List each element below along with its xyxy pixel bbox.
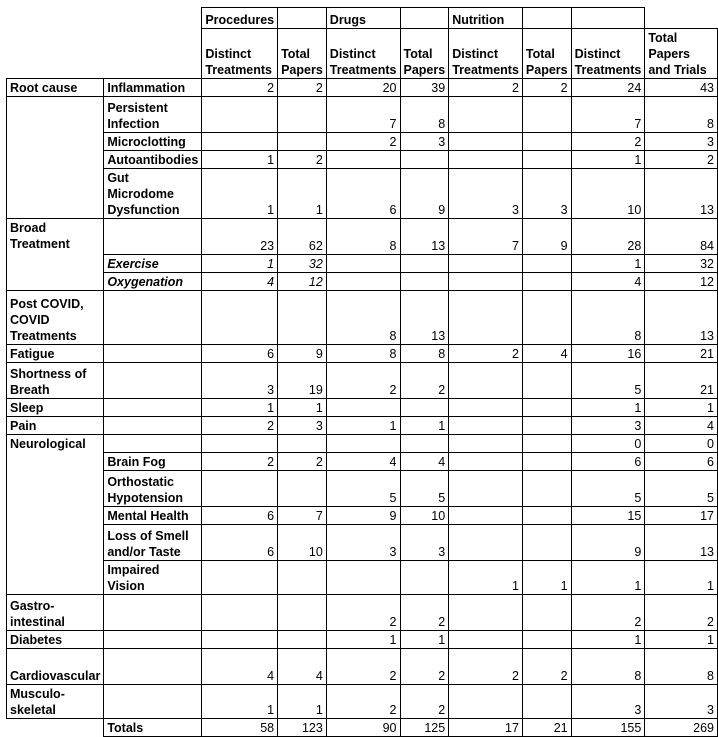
value-cell [522,435,571,453]
value-cell: 5 [645,471,718,507]
value-cell: 1 [278,399,327,417]
value-cell [326,435,400,453]
value-cell: 1 [202,169,278,219]
blank-header-cell [400,8,449,29]
value-cell [202,595,278,631]
category-cell: Gastro- intestinal [7,595,104,631]
category-cell: Post COVID, COVID Treatments [7,291,104,345]
blank-header-cell [522,8,571,29]
blank-cell [645,8,718,29]
value-cell: 2 [326,363,400,399]
value-cell: 1 [202,255,278,273]
value-cell [449,685,523,719]
value-cell [522,595,571,631]
subcategory-cell: Oxygenation [104,273,202,291]
value-cell [449,363,523,399]
subcategory-cell: Exercise [104,255,202,273]
value-cell: 13 [645,525,718,561]
subcategory-cell: Mental Health [104,507,202,525]
value-cell [278,97,327,133]
value-cell: 21 [522,719,571,737]
value-cell [449,97,523,133]
value-cell [326,151,400,169]
value-cell: 4 [202,273,278,291]
value-cell: 9 [326,507,400,525]
value-cell: 2 [400,363,449,399]
value-cell [326,561,400,595]
value-cell: 10 [400,507,449,525]
value-cell [202,133,278,151]
value-cell: 16 [571,345,645,363]
value-cell: 2 [449,79,523,97]
value-cell [400,273,449,291]
value-cell: 4 [571,273,645,291]
value-cell [522,151,571,169]
value-cell: 3 [400,133,449,151]
value-cell [522,363,571,399]
value-cell: 28 [571,219,645,255]
value-cell [400,561,449,595]
value-cell: 6 [202,345,278,363]
value-cell: 19 [278,363,327,399]
value-cell [449,453,523,471]
value-cell: 6 [645,453,718,471]
value-cell [449,399,523,417]
value-cell: 8 [571,649,645,685]
value-cell: 1 [645,399,718,417]
value-cell: 39 [400,79,449,97]
value-cell: 13 [400,291,449,345]
value-cell [522,631,571,649]
value-cell: 13 [645,169,718,219]
subcategory-cell: Loss of Smell and/or Taste [104,525,202,561]
value-cell: 0 [645,435,718,453]
subcategory-cell: Autoantibodies [104,151,202,169]
value-cell [400,151,449,169]
value-cell: 2 [571,595,645,631]
subcategory-cell [104,685,202,719]
value-cell: 7 [571,97,645,133]
value-cell: 13 [645,291,718,345]
value-cell [278,631,327,649]
value-cell: 1 [571,151,645,169]
value-cell [522,685,571,719]
value-cell: 1 [202,151,278,169]
value-cell: 9 [278,345,327,363]
value-cell: 3 [571,417,645,435]
value-cell: 32 [278,255,327,273]
value-cell: 2 [449,345,523,363]
value-cell [400,399,449,417]
value-cell: 23 [202,219,278,255]
column-header: Total Papers [522,29,571,79]
category-cell: Diabetes [7,631,104,649]
value-cell [400,255,449,273]
category-cell: Root cause [7,79,104,97]
value-cell [400,435,449,453]
value-cell: 12 [278,273,327,291]
value-cell [326,255,400,273]
value-cell: 2 [202,79,278,97]
subcategory-cell: Gut Microdome Dysfunction [104,169,202,219]
value-cell [449,133,523,151]
value-cell: 2 [326,649,400,685]
value-cell: 8 [400,97,449,133]
value-cell [278,291,327,345]
value-cell: 2 [571,133,645,151]
value-cell: 84 [645,219,718,255]
value-cell: 24 [571,79,645,97]
value-cell: 2 [522,649,571,685]
value-cell: 8 [400,345,449,363]
value-cell: 8 [326,219,400,255]
value-cell: 1 [278,685,327,719]
value-cell: 3 [571,685,645,719]
category-cell: Pain [7,417,104,435]
value-cell [449,255,523,273]
value-cell: 43 [645,79,718,97]
value-cell: 4 [400,453,449,471]
category-cell: Musculo- skeletal [7,685,104,719]
value-cell: 5 [400,471,449,507]
column-header: Total Papers [278,29,327,79]
subcategory-cell [104,345,202,363]
value-cell: 21 [645,345,718,363]
value-cell: 1 [449,561,523,595]
value-cell: 3 [449,169,523,219]
value-cell: 125 [400,719,449,737]
value-cell [202,291,278,345]
value-cell: 1 [645,561,718,595]
value-cell: 9 [400,169,449,219]
blank-cell [104,8,202,29]
value-cell [522,453,571,471]
value-cell [449,595,523,631]
value-cell [202,435,278,453]
value-cell: 17 [645,507,718,525]
value-cell: 2 [645,595,718,631]
category-cell: Fatigue [7,345,104,363]
value-cell: 5 [571,363,645,399]
value-cell [449,525,523,561]
value-cell: 1 [645,631,718,649]
value-cell: 2 [400,595,449,631]
subcategory-cell [104,417,202,435]
column-header: Distinct Treatments [202,29,278,79]
value-cell [522,417,571,435]
value-cell: 1 [522,561,571,595]
value-cell: 3 [645,133,718,151]
value-cell: 2 [278,151,327,169]
value-cell: 1 [202,685,278,719]
value-cell: 2 [645,151,718,169]
subcategory-cell: Orthostatic Hypotension [104,471,202,507]
value-cell [278,561,327,595]
value-cell: 13 [400,219,449,255]
value-cell: 1 [571,561,645,595]
value-cell: 5 [571,471,645,507]
subcategory-cell [104,399,202,417]
value-cell [522,291,571,345]
value-cell: 8 [326,345,400,363]
value-cell: 2 [278,79,327,97]
value-cell: 4 [326,453,400,471]
value-cell [278,471,327,507]
value-cell: 62 [278,219,327,255]
value-cell [522,471,571,507]
category-cell: Sleep [7,399,104,417]
value-cell: 1 [571,255,645,273]
value-cell: 6 [571,453,645,471]
blank-header-cell [278,8,327,29]
value-cell: 20 [326,79,400,97]
value-cell [278,133,327,151]
value-cell: 8 [645,97,718,133]
subcategory-cell [104,631,202,649]
totals-label: Totals [104,719,202,737]
value-cell [202,471,278,507]
value-cell [522,97,571,133]
value-cell: 4 [202,649,278,685]
column-header: Distinct Treatments [326,29,400,79]
value-cell [449,471,523,507]
value-cell [522,255,571,273]
value-cell: 7 [278,507,327,525]
subcategory-cell [104,595,202,631]
value-cell: 7 [449,219,523,255]
value-cell: 10 [278,525,327,561]
column-header: Total Papers and Trials [645,29,718,79]
value-cell: 4 [645,417,718,435]
value-cell: 2 [326,595,400,631]
value-cell: 1 [400,631,449,649]
value-cell: 17 [449,719,523,737]
category-cell: Broad Treatment [7,219,104,291]
value-cell [449,435,523,453]
subcategory-cell [104,435,202,453]
subcategory-cell: Persistent Infection [104,97,202,133]
group-header-nutrition: Nutrition [449,8,523,29]
column-header: Distinct Treatments [449,29,523,79]
value-cell: 2 [326,685,400,719]
value-cell: 4 [278,649,327,685]
subcategory-cell [104,363,202,399]
column-header: Distinct Treatments [571,29,645,79]
value-cell: 1 [571,631,645,649]
blank-cell [7,8,104,29]
value-cell: 3 [202,363,278,399]
value-cell [202,561,278,595]
value-cell: 3 [326,525,400,561]
value-cell: 3 [400,525,449,561]
value-cell: 2 [522,79,571,97]
value-cell: 3 [522,169,571,219]
subcategory-cell: Microclotting [104,133,202,151]
value-cell [522,133,571,151]
value-cell: 2 [400,649,449,685]
value-cell: 1 [571,399,645,417]
blank-cell [7,719,104,737]
value-cell: 6 [202,507,278,525]
value-cell: 3 [278,417,327,435]
value-cell [449,273,523,291]
value-cell: 12 [645,273,718,291]
value-cell: 9 [522,219,571,255]
value-cell: 4 [522,345,571,363]
value-cell: 58 [202,719,278,737]
value-cell [278,595,327,631]
value-cell [522,399,571,417]
value-cell: 2 [400,685,449,719]
category-cell: Shortness of Breath [7,363,104,399]
column-header: Total Papers [400,29,449,79]
value-cell: 3 [645,685,718,719]
value-cell [202,97,278,133]
value-cell [202,631,278,649]
value-cell: 2 [202,453,278,471]
value-cell [278,435,327,453]
blank-cell [7,29,104,79]
value-cell: 6 [326,169,400,219]
value-cell: 2 [449,649,523,685]
value-cell [522,525,571,561]
subcategory-cell: Inflammation [104,79,202,97]
value-cell: 9 [571,525,645,561]
value-cell: 90 [326,719,400,737]
value-cell: 2 [202,417,278,435]
value-cell: 0 [571,435,645,453]
category-cell: Cardiovascular [7,649,104,685]
subcategory-cell [104,649,202,685]
value-cell: 21 [645,363,718,399]
value-cell [449,291,523,345]
value-cell: 10 [571,169,645,219]
value-cell: 2 [278,453,327,471]
subcategory-cell: Brain Fog [104,453,202,471]
value-cell: 8 [571,291,645,345]
subcategory-cell [104,219,202,255]
value-cell: 155 [571,719,645,737]
value-cell: 5 [326,471,400,507]
value-cell [522,273,571,291]
value-cell [449,417,523,435]
value-cell: 32 [645,255,718,273]
value-cell: 123 [278,719,327,737]
value-cell: 1 [202,399,278,417]
blank-cell [104,29,202,79]
blank-header-cell [571,8,645,29]
value-cell: 7 [326,97,400,133]
value-cell: 6 [202,525,278,561]
group-header-procedures: Procedures [202,8,278,29]
value-cell [449,151,523,169]
value-cell [449,507,523,525]
value-cell: 1 [326,417,400,435]
value-cell [449,631,523,649]
value-cell: 8 [645,649,718,685]
value-cell [326,273,400,291]
subcategory-cell [104,291,202,345]
value-cell: 1 [326,631,400,649]
value-cell: 269 [645,719,718,737]
group-header-drugs: Drugs [326,8,400,29]
value-cell [522,507,571,525]
subcategory-cell: Impaired Vision [104,561,202,595]
value-cell: 15 [571,507,645,525]
value-cell: 8 [326,291,400,345]
value-cell: 1 [400,417,449,435]
value-cell: 2 [326,133,400,151]
value-cell: 1 [278,169,327,219]
category-cell-blank [7,97,104,219]
category-cell: Neurological [7,435,104,595]
data-table [6,7,718,737]
value-cell [326,399,400,417]
